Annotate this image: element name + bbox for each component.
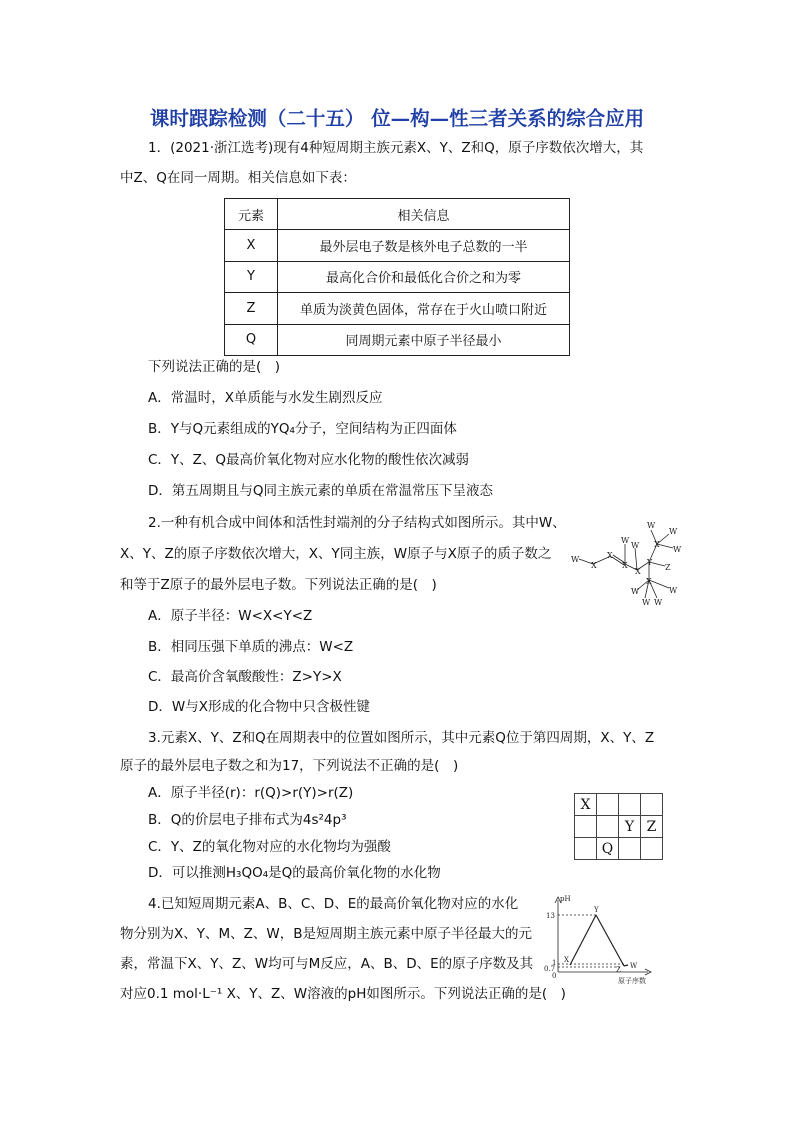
q3-stem-line2: 原子的最外层电子数之和为17，下列说法不正确的是( ) bbox=[120, 758, 459, 774]
chart-point-label: Z bbox=[616, 966, 621, 974]
atom-w: W bbox=[669, 586, 678, 595]
grid-cell bbox=[597, 794, 619, 816]
table-cell-info: 同周期元素中原子半径最小 bbox=[278, 324, 570, 355]
q3-option-b[interactable]: B．Q的价层电子排布式为4s²4p³ bbox=[148, 812, 347, 828]
page-title: 课时跟踪检测（二十五） 位—构—性三者关系的综合应用 bbox=[149, 107, 645, 130]
chart-xlabel: 原子序数 bbox=[618, 977, 646, 985]
atom-w: W bbox=[647, 521, 656, 530]
grid-cell: X bbox=[575, 794, 597, 816]
table-cell-element: Q bbox=[225, 324, 278, 355]
atom-z: Z bbox=[665, 563, 671, 572]
q2-stem-line1: 2.一种有机合成中间体和活性封端剂的分子结构式如图所示。其中W、 bbox=[148, 515, 566, 531]
atom-y: Y bbox=[647, 558, 653, 567]
atom-x: X bbox=[622, 561, 628, 570]
q4-stem-line2: 物分别为X、Y、M、Z、W，B是短周期主族元素中原子半径最大的元 bbox=[120, 926, 532, 942]
atom-w: W bbox=[571, 555, 580, 564]
atom-x: X bbox=[607, 551, 613, 560]
grid-row bbox=[575, 794, 663, 816]
table-cell-element: X bbox=[225, 230, 278, 261]
q2-stem-line3: 和等于Z原子的最外层电子数。下列说法正确的是( ) bbox=[120, 577, 437, 593]
q1-stem-line2: 中Z、Q在同一周期。相关信息如下表： bbox=[120, 170, 356, 186]
q2-option-d[interactable]: D．W与X形成的化合物中只含极性键 bbox=[148, 699, 370, 715]
q1-stem-line1: 1．(2021·浙江选考)现有4种短周期主族元素X、Y、Z和Q，原子序数依次增大，其 bbox=[148, 140, 644, 156]
table-cell-info: 单质为淡黄色固体，常存在于火山喷口附近 bbox=[278, 293, 570, 324]
q1-option-b[interactable]: B．Y与Q元素组成的YQ₄分子，空间结构为正四面体 bbox=[148, 421, 457, 437]
q2-option-b[interactable]: B．相同压强下单质的沸点：W<Z bbox=[148, 639, 354, 655]
q3-option-c[interactable]: C．Y、Z的氧化物对应的水化物均为强酸 bbox=[148, 839, 391, 855]
table-header-element: 元素 bbox=[225, 199, 278, 230]
table-cell-element: Z bbox=[225, 293, 278, 324]
q1-option-c[interactable]: C．Y、Z、Q最高价氧化物对应水化物的酸性依次减弱 bbox=[148, 452, 470, 468]
grid-cell: Y bbox=[619, 816, 641, 838]
q2-molecular-structure bbox=[565, 512, 695, 612]
q2-stem-line2: X、Y、Z的原子序数依次增大，X、Y同主族，W原子与X原子的质子数之 bbox=[120, 546, 552, 562]
table-row bbox=[225, 293, 570, 324]
table-row bbox=[225, 230, 570, 261]
grid-cell: Q bbox=[597, 838, 619, 860]
grid-cell bbox=[597, 816, 619, 838]
grid-cell bbox=[641, 838, 663, 860]
atom-w: W bbox=[673, 545, 682, 554]
chart-point-label: X bbox=[564, 956, 569, 964]
q1-info-table bbox=[224, 198, 570, 356]
atom-x: X bbox=[654, 540, 660, 549]
grid-cell bbox=[641, 794, 663, 816]
atom-x: X bbox=[635, 567, 641, 576]
table-row bbox=[225, 261, 570, 292]
chart-ytick: 1 bbox=[552, 959, 557, 967]
grid-cell: Z bbox=[641, 816, 663, 838]
table-header-row bbox=[225, 199, 570, 230]
chart-ytick: 0.7 bbox=[544, 965, 556, 973]
q4-stem-line1: 4.已知短周期元素A、B、C、D、E的最高价氧化物对应的水化 bbox=[148, 896, 519, 912]
chart-point-label: W bbox=[630, 962, 638, 970]
grid-cell bbox=[619, 794, 641, 816]
table-cell-info: 最高化合价和最低化合价之和为零 bbox=[278, 261, 570, 292]
atom-x: X bbox=[591, 561, 597, 570]
chart-point-label: Y bbox=[594, 906, 599, 914]
q1-option-a[interactable]: A．常温时，X单质能与水发生剧烈反应 bbox=[148, 390, 383, 406]
grid-cell bbox=[575, 838, 597, 860]
grid-cell bbox=[619, 838, 641, 860]
q4-stem-line4: 对应0.1 mol·L⁻¹ X、Y、Z、W溶液的pH如图所示。下列说法正确的是( ) bbox=[120, 986, 566, 1002]
atom-x: X bbox=[646, 577, 652, 586]
atom-w: W bbox=[631, 587, 640, 596]
q4-stem-line3: 素，常温下X、Y、Z、W均可与M反应，A、B、D、E的原子序数及其 bbox=[120, 956, 534, 972]
q3-stem-line1: 3.元素X、Y、Z和Q在周期表中的位置如图所示，其中元素Q位于第四周期，X、Y、Z bbox=[148, 730, 655, 746]
atom-w: W bbox=[654, 598, 663, 607]
chart-ytick: 0 bbox=[552, 972, 557, 980]
grid-row bbox=[575, 838, 663, 860]
table-header-info: 相关信息 bbox=[278, 199, 570, 230]
table-cell-info: 最外层电子数是核外电子总数的一半 bbox=[278, 230, 570, 261]
atom-w: W bbox=[669, 527, 678, 536]
q4-ph-chart bbox=[530, 892, 660, 987]
chart-ylabel: pH bbox=[560, 895, 571, 903]
chart-ytick: 13 bbox=[546, 912, 555, 920]
table-cell-element: Y bbox=[225, 261, 278, 292]
q1-option-d[interactable]: D．第五周期且与Q同主族元素的单质在常温常压下呈液态 bbox=[148, 483, 494, 499]
grid-cell bbox=[575, 816, 597, 838]
q1-prompt: 下列说法正确的是( ) bbox=[148, 359, 281, 375]
q2-option-a[interactable]: A．原子半径：W<X<Y<Z bbox=[148, 608, 313, 624]
q3-periodic-grid bbox=[574, 793, 663, 860]
q3-option-a[interactable]: A．原子半径(r)：r(Q)>r(Y)>r(Z) bbox=[148, 785, 354, 801]
q3-option-d[interactable]: D．可以推测H₃QO₄是Q的最高价氧化物的水化物 bbox=[148, 865, 441, 881]
q2-option-c[interactable]: C．最高价含氧酸酸性：Z>Y>X bbox=[148, 669, 342, 685]
atom-w: W bbox=[642, 598, 651, 607]
grid-row bbox=[575, 816, 663, 838]
atom-w: W bbox=[631, 541, 640, 550]
atom-w: W bbox=[621, 536, 630, 545]
table-row bbox=[225, 324, 570, 355]
